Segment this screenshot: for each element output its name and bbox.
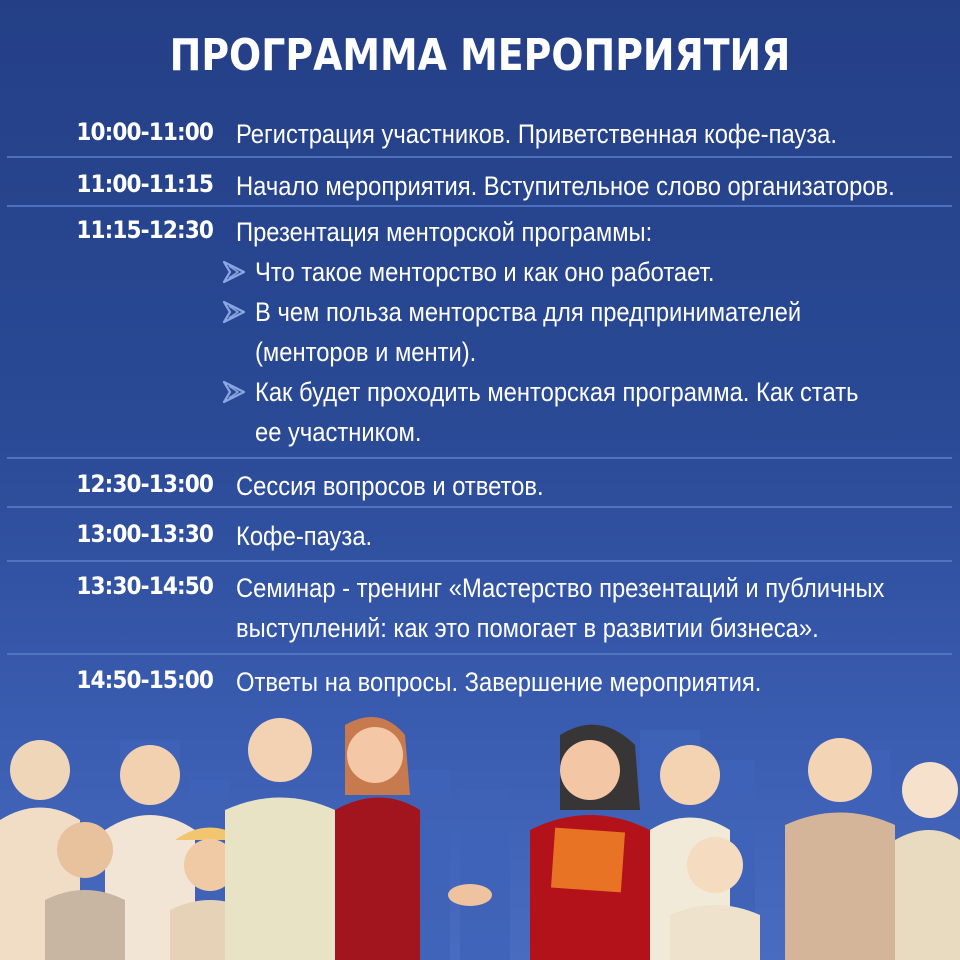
page-title: ПРОГРАММА МЕРОПРИЯТИЯ <box>169 30 791 81</box>
person-right-4 <box>895 762 960 960</box>
sub-item-text: Что такое менторство и как оно работает. <box>255 257 715 287</box>
schedule-item-text: Начало мероприятия. Вступительное слово организаторов. <box>236 171 895 201</box>
handshake <box>448 884 492 906</box>
divider <box>7 560 952 562</box>
time-slot: 13:30-14:50 <box>76 572 213 600</box>
time-slot: 11:15-12:30 <box>76 216 213 244</box>
time-slot: 11:00-11:15 <box>76 170 213 198</box>
schedule-item-text: Ответы на вопросы. Завершение мероприятия. <box>236 667 762 697</box>
arrow-bullet-icon <box>222 259 248 285</box>
time-slot: 14:50-15:00 <box>76 666 213 694</box>
person-woman-red <box>335 717 420 960</box>
divider <box>7 506 952 508</box>
schedule-item-text: Регистрация участников. Приветственная кофе-пауза. <box>236 119 837 149</box>
divider <box>7 653 952 655</box>
arrow-bullet-icon <box>222 299 248 325</box>
schedule-item-text: Семинар - тренинг «Мастерство презентаций и публичных <box>236 573 885 603</box>
schedule-item-text: выступлений: как это помогает в развитии бизнеса». <box>236 613 819 643</box>
sub-item-text: Как будет проходить менторская программа. Как стать <box>255 377 859 407</box>
time-slot: 10:00-11:00 <box>76 118 213 146</box>
arrow-bullet-icon <box>222 379 248 405</box>
schedule-item-text: Сессия вопросов и ответов. <box>236 471 544 501</box>
sub-item-text: ее участником. <box>255 417 422 447</box>
folder-icon <box>551 828 625 893</box>
divider <box>7 156 952 158</box>
sub-item-text: В чем польза менторства для предпринимателей <box>255 297 802 327</box>
divider <box>7 205 952 207</box>
divider <box>7 457 952 459</box>
time-slot: 13:00-13:30 <box>76 520 213 548</box>
schedule-item-text: Кофе-пауза. <box>236 521 373 551</box>
time-slot: 12:30-13:00 <box>76 470 213 498</box>
sub-item-text: (менторов и менти). <box>255 337 477 367</box>
person-man-center <box>225 718 335 960</box>
people-illustration <box>0 700 960 960</box>
person-woman-jacket <box>530 725 650 960</box>
schedule-item-text: Презентация менторской программы: <box>236 217 653 247</box>
